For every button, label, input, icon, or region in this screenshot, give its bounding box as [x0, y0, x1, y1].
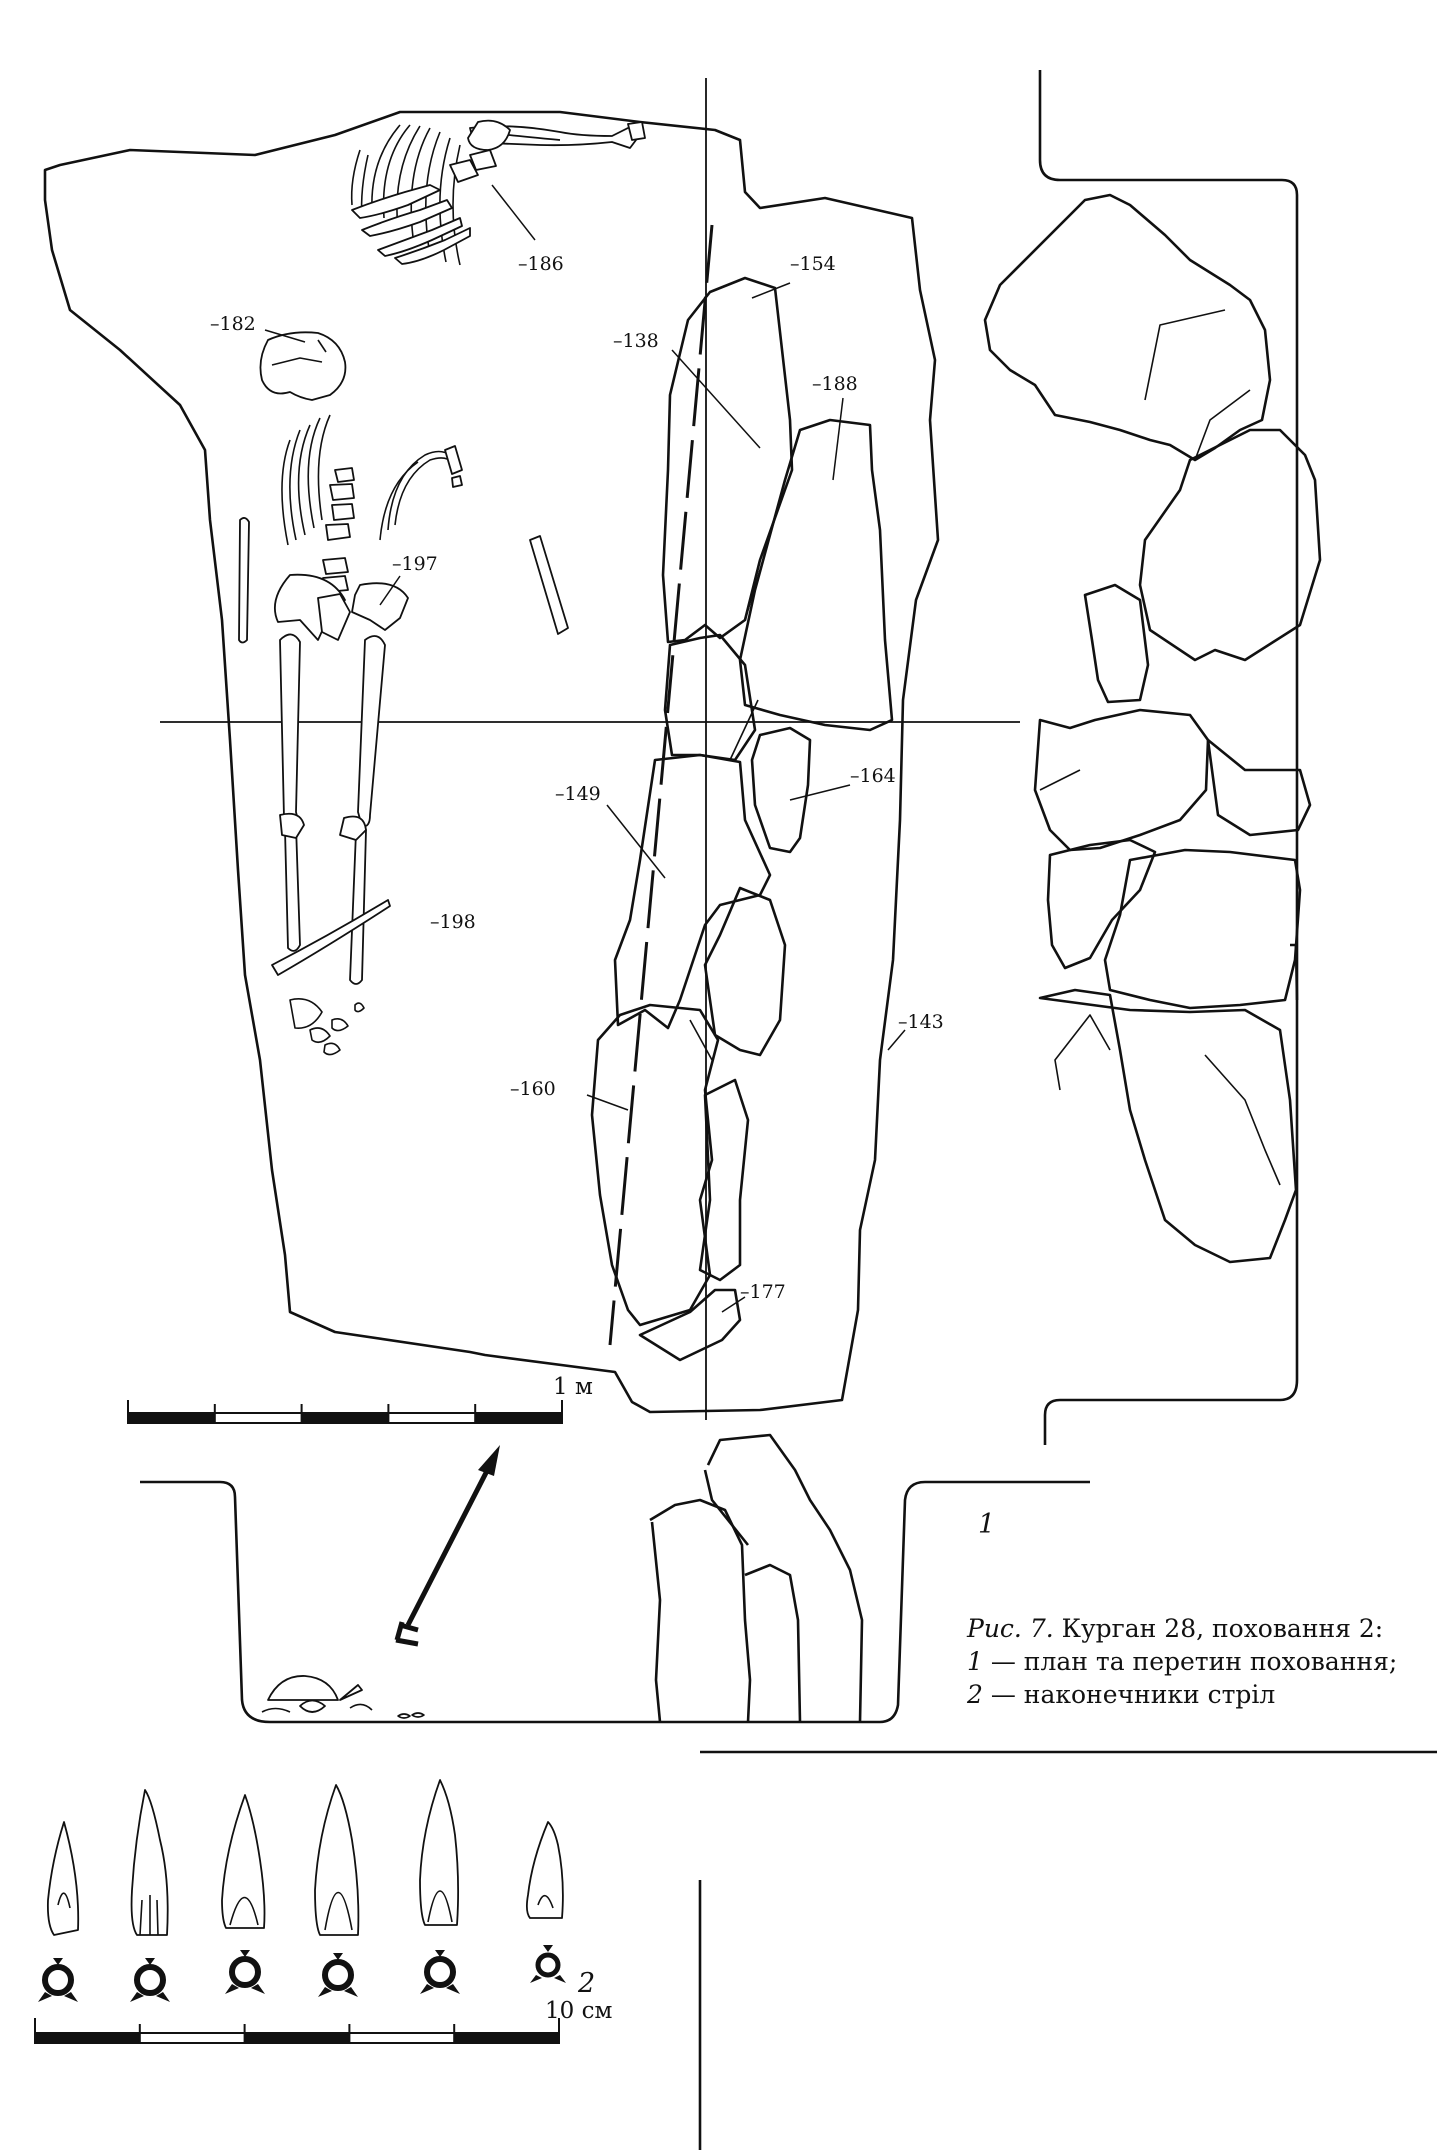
section-profile [140, 1435, 1090, 1722]
depth-label-177: –177 [740, 1281, 786, 1303]
arrowhead-3 [222, 1795, 265, 1994]
arrowhead-2 [130, 1790, 170, 2002]
depth-label-154: –154 [790, 253, 836, 275]
depth-label-198: –198 [430, 911, 476, 933]
scale-bar-plan [128, 1374, 593, 1423]
caption-item-1: — план та перетин поховання; [982, 1647, 1398, 1676]
panel-number-2: 2 [578, 1968, 596, 1999]
north-arrow [396, 1445, 500, 1644]
dashed-wall-line [610, 225, 712, 1345]
arrowhead-6 [527, 1822, 568, 1983]
scale-label-arrows: 10 см [545, 1998, 613, 2024]
skull [260, 332, 345, 400]
depth-label-138: –138 [613, 330, 659, 352]
pit-stones [592, 278, 892, 1360]
caption-fig-label: Рис. 7. [967, 1614, 1054, 1643]
depth-label-160: –160 [510, 1078, 556, 1100]
arrowhead-5 [420, 1780, 460, 1994]
figure-caption [966, 1614, 1397, 1709]
svg-text:2 — наконечники стріл [966, 1680, 1275, 1709]
depth-label-182: –182 [210, 313, 256, 335]
arrowhead-4 [315, 1785, 358, 1997]
frame-lines [700, 70, 1437, 2150]
arrowhead-1 [38, 1822, 78, 2002]
scale-bar-arrows [35, 1998, 612, 2043]
depth-label-143: –143 [898, 1011, 944, 1033]
caption-item-2-num: 2 [967, 1680, 983, 1709]
skeleton-lower [239, 415, 568, 1055]
depth-label-149: –149 [555, 783, 601, 805]
scale-label-plan: 1 м [553, 1374, 593, 1400]
depth-label-164: –164 [850, 765, 896, 787]
svg-text:Рис. 7. Курган 28, поховання [966, 1614, 1383, 1643]
panel-number-1: 1 [978, 1509, 996, 1540]
depth-label-197: –197 [392, 553, 438, 575]
depth-label-186: –186 [518, 253, 564, 275]
caption-title: Курган 28, поховання 2: [1053, 1614, 1384, 1643]
depth-label-188: –188 [812, 373, 858, 395]
grave-pit-outline [45, 112, 938, 1412]
caption-item-2: — наконечники стріл [982, 1680, 1276, 1709]
outer-stones [985, 195, 1320, 1262]
arrowheads [38, 1780, 568, 2002]
caption-item-1-num: 1 [967, 1647, 983, 1676]
svg-text:1 — план та перетин поховання; [967, 1647, 1397, 1676]
